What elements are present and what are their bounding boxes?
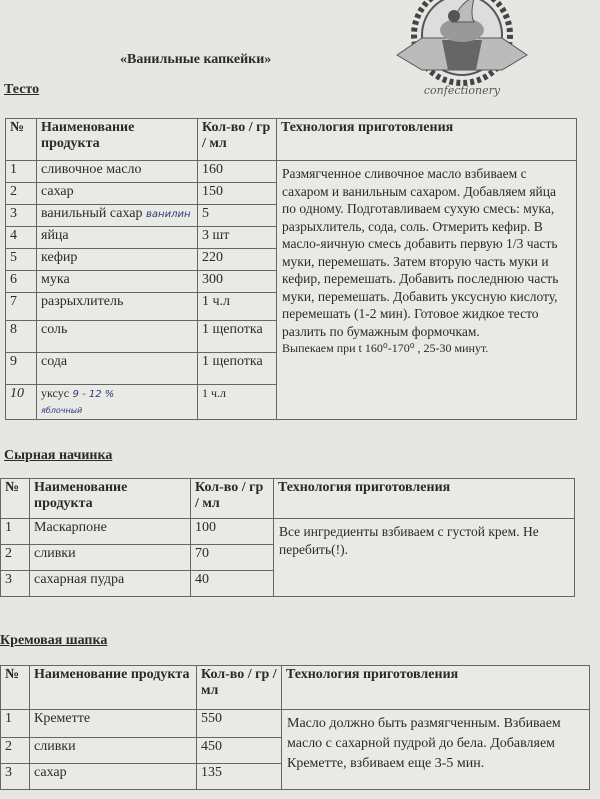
- cell-name: яйца: [37, 227, 198, 249]
- header-num: №: [1, 666, 30, 710]
- cell-num: 2: [1, 545, 30, 571]
- cell-name: сливочное масло: [37, 161, 198, 183]
- cell-qty: 550: [197, 710, 282, 738]
- cell-num: 7: [6, 293, 37, 321]
- header-qty: Кол-во / гр / мл: [191, 479, 274, 519]
- cell-num: 2: [6, 183, 37, 205]
- cell-num: 1: [1, 710, 30, 738]
- cell-name: сода: [37, 353, 198, 385]
- document-title: «Ванильные капкейки»: [120, 52, 272, 67]
- cell-num: 8: [6, 321, 37, 353]
- header-tech: Технология приготовления: [277, 119, 577, 161]
- dough-tech-cell: [277, 161, 577, 420]
- header-num: №: [1, 479, 30, 519]
- cell-name: [37, 385, 198, 420]
- cell-qty: 1 ч.л: [198, 293, 277, 321]
- cell-num: 6: [6, 271, 37, 293]
- cell-name: разрыхлитель: [37, 293, 198, 321]
- cell-name: сахар: [37, 183, 198, 205]
- cell-qty: 1 щепотка: [198, 353, 277, 385]
- cream-heading: Кремовая шапка: [0, 633, 108, 648]
- cell-name: сахар: [30, 764, 197, 790]
- header-name: Наименование продукта: [30, 666, 197, 710]
- header-tech: Технология приготовления: [282, 666, 590, 710]
- cell-name: соль: [37, 321, 198, 353]
- cell-qty: 5: [198, 205, 277, 227]
- cell-num: 5: [6, 249, 37, 271]
- handwritten-note: яблочный: [41, 406, 83, 415]
- cell-qty: 300: [198, 271, 277, 293]
- table-row: [1, 519, 575, 545]
- cell-qty: 1 щепотка: [198, 321, 277, 353]
- dough-heading: Тесто: [4, 82, 40, 97]
- table-row: [1, 710, 590, 738]
- dough-tech-text: Размягченное сливочное масло взбиваем с сахаром и ванильным сахаром. Добавляем яйца по одному. Подготавливаем сухую смесь: мука, разрыхлитель, сода, соль. Отмерить кефир. В масло-яичную смесь добавить первую 1/3 часть муки, перемешать. Затем вторую часть муки и кефир, перемешать. Добавить последнюю часть муки, перемешать. Добавить уксусную кислоту, перемешать (1-2 мин). Готовое жидкое тесто разлить по бумажным формочкам.: [282, 166, 559, 339]
- cell-num: 1: [6, 161, 37, 183]
- cell-num: 9: [6, 353, 37, 385]
- cell-num: 10: [6, 385, 37, 420]
- dough-table: [5, 118, 577, 420]
- handwritten-note: 9 - 12 %: [72, 389, 115, 400]
- cell-qty: 135: [197, 764, 282, 790]
- cell-num: 1: [1, 519, 30, 545]
- cell-num: 2: [1, 738, 30, 764]
- dough-bake-text: Выпекаем при t 160⁰-170⁰ , 25-30 минут.: [282, 341, 489, 355]
- header-num: №: [6, 119, 37, 161]
- cell-name-text: ванильный сахар: [41, 206, 143, 221]
- cheese-table: [0, 478, 575, 597]
- cell-num: 3: [1, 571, 30, 597]
- cell-name: Креметте: [30, 710, 197, 738]
- header-qty: Кол-во / гр / мл: [197, 666, 282, 710]
- cell-name: сливки: [30, 545, 191, 571]
- header-name: Наименование продукта: [30, 479, 191, 519]
- cell-name: мука: [37, 271, 198, 293]
- cell-qty: 1 ч.л: [198, 385, 277, 420]
- cell-qty: 220: [198, 249, 277, 271]
- cell-name: [37, 205, 198, 227]
- cell-qty: 150: [198, 183, 277, 205]
- header-name: Наименование продукта: [37, 119, 198, 161]
- header-qty: Кол-во / гр / мл: [198, 119, 277, 161]
- cell-name: сахарная пудра: [30, 571, 191, 597]
- cell-qty: 100: [191, 519, 274, 545]
- cheese-tech-cell: Все ингредиенты взбиваем с густой крем. Не перебить(!).: [274, 519, 575, 597]
- cream-tech-cell: Масло должно быть размягченным. Взбиваем масло с сахарной пудрой до бела. Добавляем Креметте, взбиваем еще 3-5 мин.: [282, 710, 590, 790]
- cell-qty: 3 шт: [198, 227, 277, 249]
- cheese-heading: Сырная начинка: [4, 448, 113, 463]
- cell-num: 3: [1, 764, 30, 790]
- cell-num: 4: [6, 227, 37, 249]
- cell-name: кефир: [37, 249, 198, 271]
- cell-num: 3: [6, 205, 37, 227]
- cell-qty: 160: [198, 161, 277, 183]
- cell-name: сливки: [30, 738, 197, 764]
- table-row: [6, 161, 577, 183]
- cell-qty: 70: [191, 545, 274, 571]
- header-tech: Технология приготовления: [274, 479, 575, 519]
- cream-table: [0, 665, 590, 790]
- svg-text:confectionery: confectionery: [423, 84, 501, 97]
- handwritten-note: ванилин: [146, 209, 191, 220]
- cell-name-text: уксус: [41, 386, 70, 400]
- cupcake-logo: [392, 0, 532, 100]
- cell-qty: 40: [191, 571, 274, 597]
- cell-name: Маскарпоне: [30, 519, 191, 545]
- cell-qty: 450: [197, 738, 282, 764]
